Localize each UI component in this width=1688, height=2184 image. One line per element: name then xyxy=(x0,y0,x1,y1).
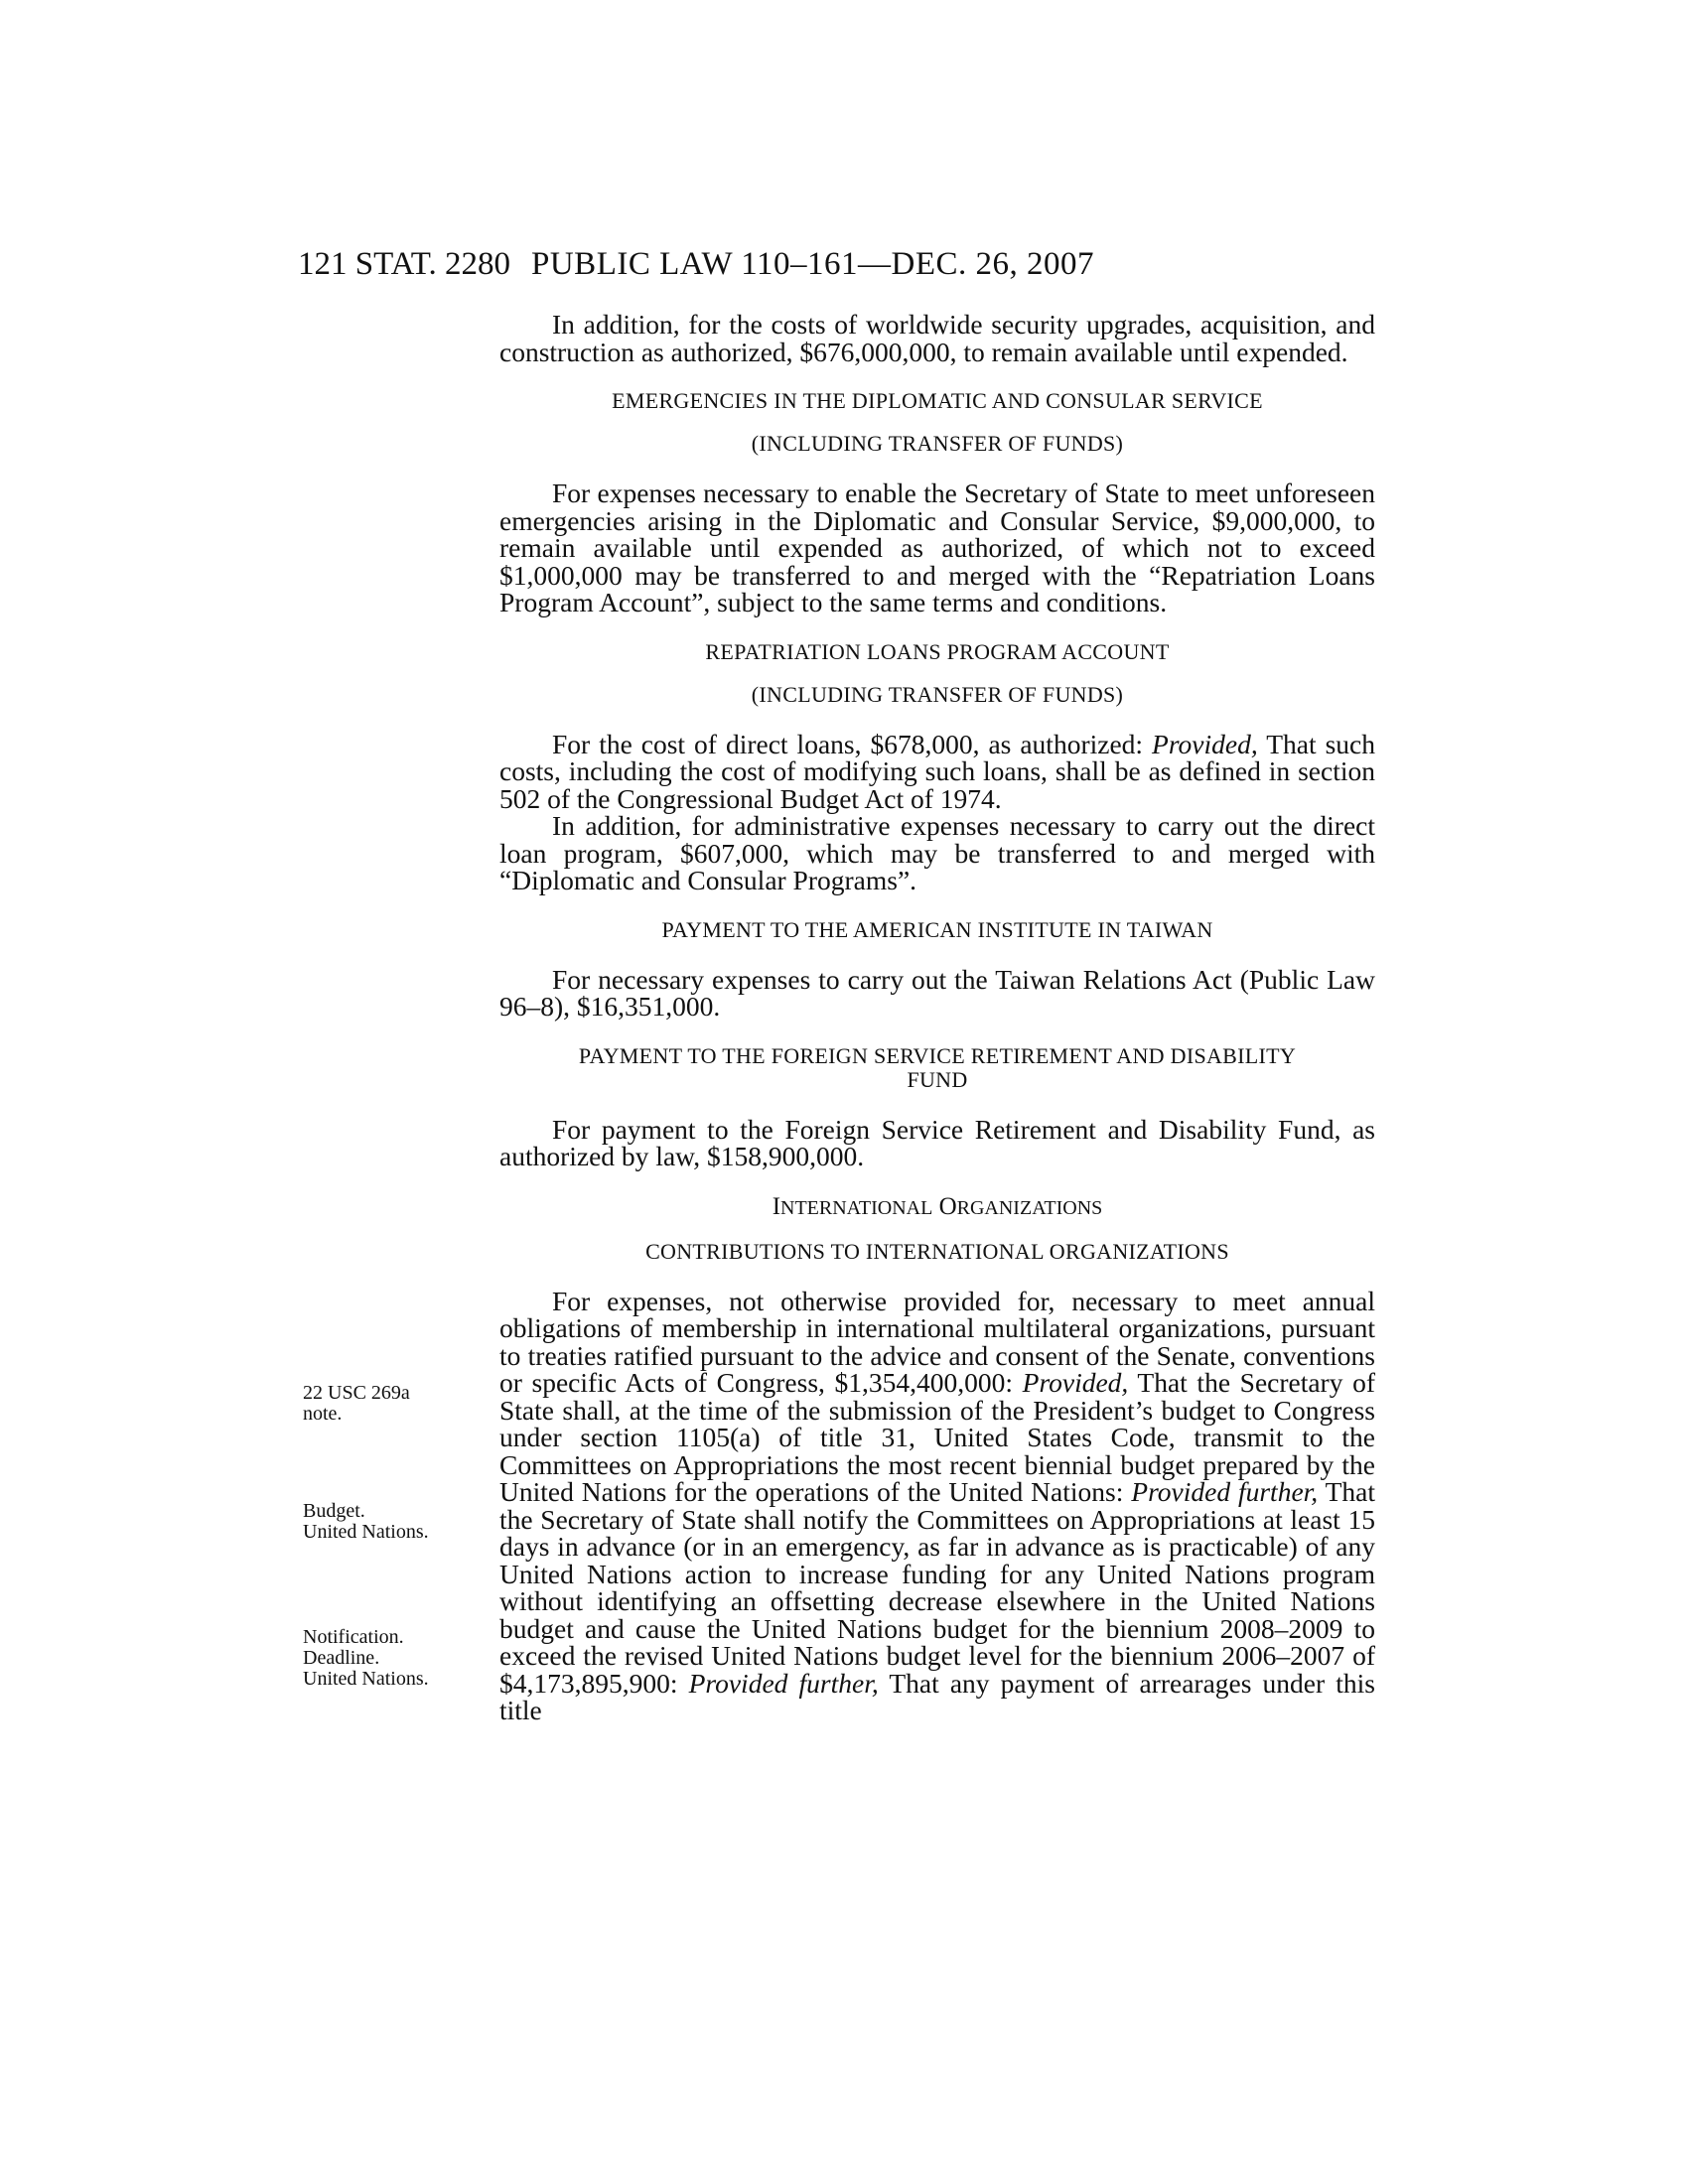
running-head xyxy=(298,246,1380,286)
heading-international-organizations: INTERNATIONAL ORGANIZATIONS xyxy=(772,1192,1103,1220)
margin-note-line: note. xyxy=(303,1403,343,1425)
heading-contributions: CONTRIBUTIONS TO INTERNATIONAL ORGANIZATIONS xyxy=(645,1238,1229,1264)
margin-note-line: United Nations. xyxy=(303,1521,429,1543)
margin-note-notification xyxy=(303,1627,472,1690)
margin-note-line: United Nations. xyxy=(303,1668,429,1690)
heading-american-institute-taiwan: PAYMENT TO THE AMERICAN INSTITUTE IN TAIWAN xyxy=(661,916,1213,942)
paragraph-administrative-expenses: In addition, for administrative expenses necessary to carry out the direct loan program, $607,000, which may be transferred to and merged with “Diplomatic and Consular Programs”. xyxy=(499,810,1375,895)
paragraph-direct-loans: For the cost of direct loans, $678,000, as authorized: Provided, That such costs, including the cost of modifying such loans, shall be as defined in section 502 of the Congressional Budget Act of 1974. xyxy=(499,728,1375,814)
heading-foreign-service-retirement: PAYMENT TO THE FOREIGN SERVICE RETIREMENT AND DISABILITY FUND xyxy=(578,1042,1297,1092)
heading-emergencies: EMERGENCIES IN THE DIPLOMATIC AND CONSULAR SERVICE xyxy=(612,388,1263,413)
margin-note-line: Budget. xyxy=(303,1500,365,1522)
heading-including-transfer: (INCLUDING TRANSFER OF FUNDS) xyxy=(751,431,1124,456)
margin-note-line: Deadline. xyxy=(303,1647,380,1669)
body-text-column xyxy=(499,311,1375,1724)
public-law-reference: PUBLIC LAW 110–161—DEC. 26, 2007 xyxy=(531,246,1095,282)
margin-note-usc xyxy=(303,1383,472,1425)
paragraph-contributions: For expenses, not otherwise provided for, necessary to meet annual obligations of membership in international multilateral organizations, pursuant to treaties ratified pursuant to the advice and consent of the Senate, conventions or specific Acts of Congress, $1,354,400,000: Provided, That the Secretary of State shall, at the time of the submission of the President’s budget to Congress under section 1105(a) of title 31, United States Code, transmit to the Committees on Appropriations the most recent biennial budget prepared by the United Nations for the operations of the United Nations: Provided further, That the Secretary of State shall notify the Committees on Appropriations at least 15 days in advance (or in an emergency, as far in advance as is practicable) of any United Nations action to increase funding for any United Nations program without identifying an offsetting decrease elsewhere in the United Nations budget and cause the United Nations budget for the biennium 2008–2009 to exceed the revised United Nations budget level for the biennium 2006–2007 of $4,173,895,900: Provided further, That any payment of arrearages under this title xyxy=(499,1285,1375,1725)
stat-page-reference: 121 STAT. 2280 xyxy=(298,246,511,282)
heading-including-transfer: (INCLUDING TRANSFER OF FUNDS) xyxy=(751,681,1124,707)
heading-repatriation-loans: REPATRIATION LOANS PROGRAM ACCOUNT xyxy=(705,638,1170,664)
margin-note-line: 22 USC 269a xyxy=(303,1382,410,1404)
margin-note-line: Notification. xyxy=(303,1626,404,1648)
paragraph-taiwan: For necessary expenses to carry out the Taiwan Relations Act (Public Law 96–8), $16,351,000. xyxy=(499,963,1375,1022)
paragraph-emergencies: For expenses necessary to enable the Secretary of State to meet unforeseen emergencies arising in the Diplomatic and Consular Service, $9,000,000, to remain available until expended as authorized, of which not to exceed $1,000,000 may be transferred to and merged with the “Repatriation Loans Program Account”, subject to the same terms and conditions. xyxy=(499,478,1375,617)
paragraph-security-upgrades: In addition, for the costs of worldwide security upgrades, acquisition, and construction as authorized, $676,000,000, to remain available until expended. xyxy=(499,309,1375,367)
paragraph-retirement-fund: For payment to the Foreign Service Retirement and Disability Fund, as authorized by law, $158,900,000. xyxy=(499,1113,1375,1171)
margin-note-budget xyxy=(303,1501,472,1543)
